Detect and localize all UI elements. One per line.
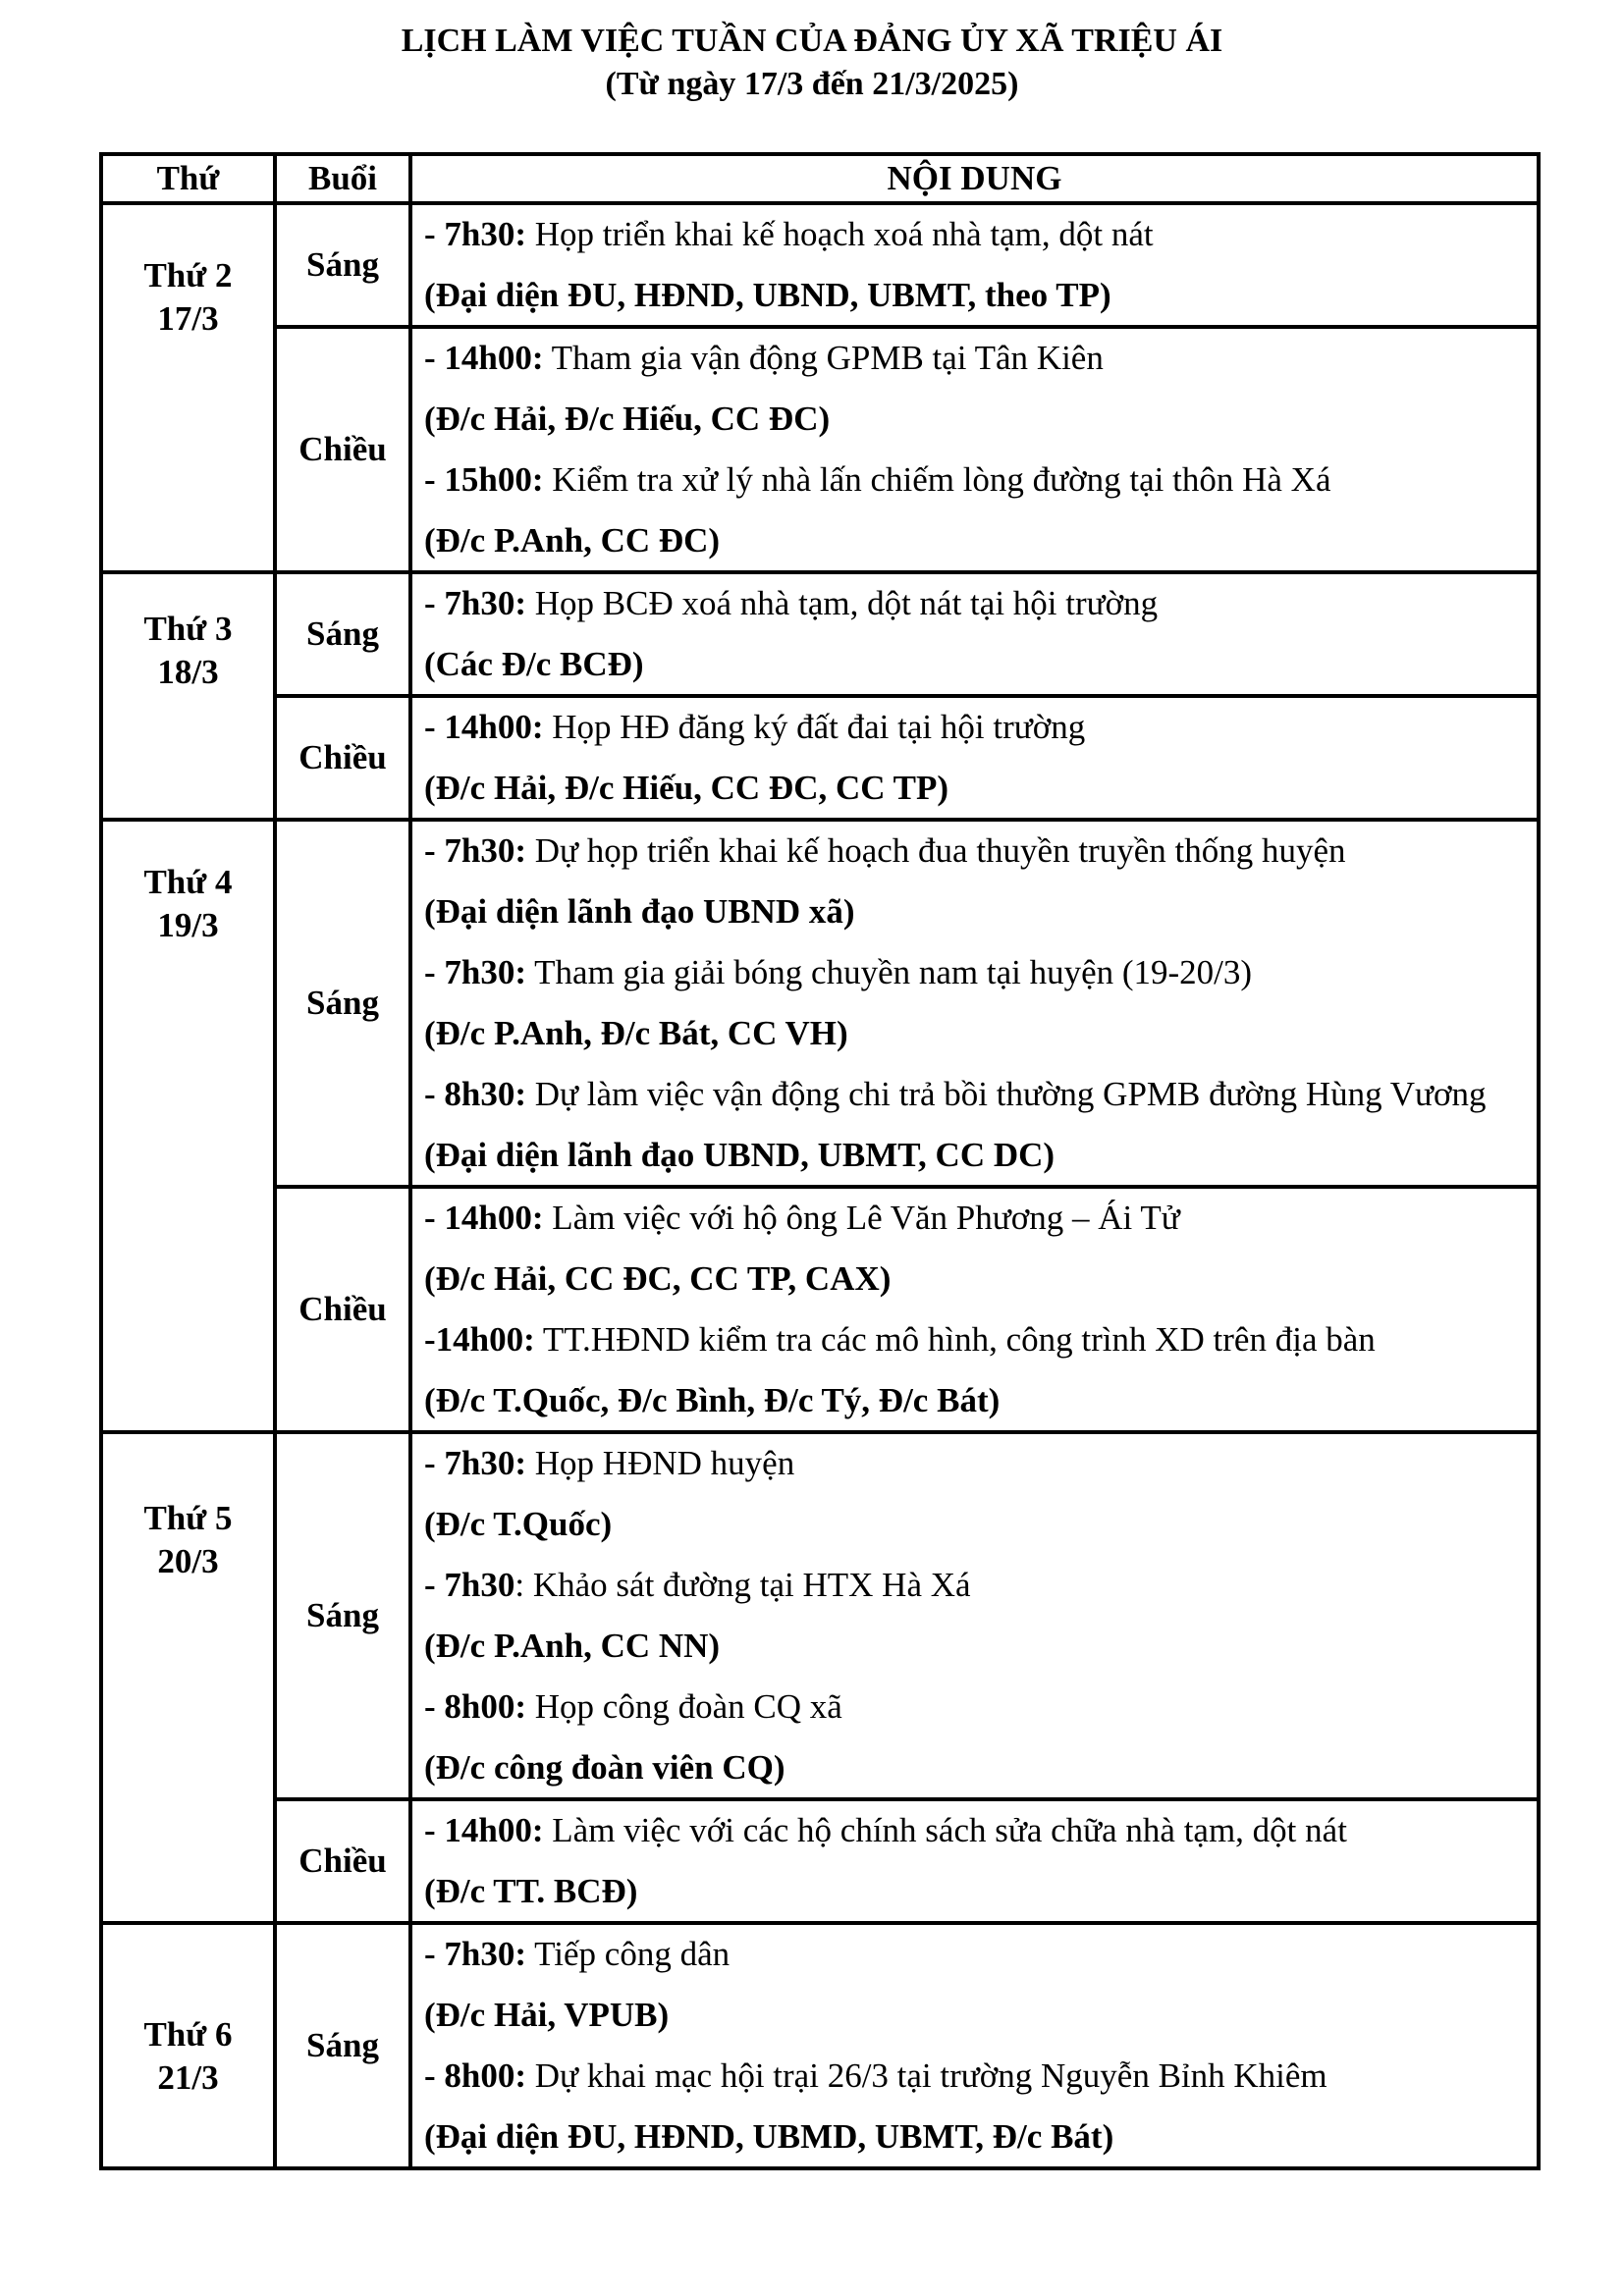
column-header-day: Thứ [101,154,275,203]
schedule-item [424,1685,1527,1789]
item-participants: (Đ/c Hải, VPUB) [424,1996,670,2034]
item-text: Họp HĐND huyện [526,1444,795,1482]
session-content [410,1923,1539,2168]
item-participants: (Đ/c P.Anh, Đ/c Bát, CC VH) [424,1014,848,1052]
column-header-content: NỘI DUNG [410,154,1539,203]
session-label: Sáng [275,1432,410,1799]
item-time: - 15h00: [424,460,544,499]
schedule-table [99,152,1541,2170]
item-time: - 14h00: [424,708,544,746]
day-name: Thứ 6 [143,2015,233,2054]
item-line [424,337,1527,380]
table-row [101,1432,1539,1799]
item-time: - 7h30 [424,1566,515,1604]
day-date: 19/3 [157,906,219,944]
schedule-item [424,1073,1527,1177]
item-participants: (Đại diện lãnh đạo UBND xã) [424,892,855,931]
item-line [424,2055,1527,2098]
schedule-item [424,337,1527,441]
table-row [101,203,1539,327]
item-participants: (Đ/c Hải, CC ĐC, CC TP, CAX) [424,1259,892,1298]
item-text: Dự khai mạc hội trại 26/3 tại trường Nguyễn Bỉnh Khiêm [526,2056,1327,2095]
item-participants: (Đ/c công đoàn viên CQ) [424,1748,785,1787]
schedule-item [424,1197,1527,1301]
day-date: 20/3 [157,1542,219,1580]
item-text: Tiếp công dân [526,1935,731,1973]
session-label: Chiều [275,327,410,572]
item-text: Tham gia vận động GPMB tại Tân Kiên [543,339,1104,377]
item-participants: (Đại diện ĐU, HĐND, UBND, UBMT, theo TP) [424,276,1111,314]
item-participants: (Đ/c Hải, Đ/c Hiếu, CC ĐC, CC TP) [424,769,949,807]
day-name: Thứ 3 [143,610,233,648]
item-line [424,706,1527,749]
item-participants: (Đại diện lãnh đạo UBND, UBMT, CC DC) [424,1136,1056,1174]
item-time: - 7h30: [424,584,527,622]
item-time: - 7h30: [424,831,527,870]
item-text: Dự làm việc vận động chi trả bồi thường GPMB đường Hùng Vương [526,1075,1487,1113]
schedule-item [424,1442,1527,1546]
item-line [424,1073,1527,1116]
session-label: Sáng [275,1923,410,2168]
item-time: - 7h30: [424,1444,527,1482]
schedule-item [424,951,1527,1055]
item-time: - 14h00: [424,339,544,377]
item-line [424,1442,1527,1485]
session-content [410,696,1539,820]
item-participants: (Đ/c TT. BCĐ) [424,1872,638,1910]
item-line [424,1933,1527,1976]
session-content [410,1799,1539,1923]
session-content [410,327,1539,572]
item-line [424,458,1527,502]
item-text: Họp công đoàn CQ xã [526,1687,842,1726]
item-text: Dự họp triển khai kế hoạch đua thuyền truyền thống huyện [526,831,1346,870]
day-date: 18/3 [157,653,219,691]
item-text: Họp BCĐ xoá nhà tạm, dột nát tại hội trường [526,584,1159,622]
day-cell [101,1923,275,2168]
item-line [424,213,1527,256]
item-time: - 8h00: [424,2056,527,2095]
item-line [424,1197,1527,1240]
item-text: Làm việc với hộ ông Lê Văn Phương – Ái Tử [543,1199,1180,1237]
schedule-item [424,213,1527,317]
session-content [410,820,1539,1187]
item-time: - 7h30: [424,1935,527,1973]
item-text: Họp triển khai kế hoạch xoá nhà tạm, dột nát [526,215,1154,253]
session-label: Chiều [275,696,410,820]
item-participants: (Đ/c P.Anh, CC NN) [424,1627,721,1665]
item-participants: (Đ/c T.Quốc, Đ/c Bình, Đ/c Tý, Đ/c Bát) [424,1381,1001,1419]
table-row [101,1923,1539,2168]
item-time: - 7h30: [424,215,527,253]
item-participants: (Đại diện ĐU, HĐND, UBMD, UBMT, Đ/c Bát) [424,2117,1114,2156]
session-label: Sáng [275,820,410,1187]
item-time: -14h00: [424,1320,535,1359]
day-name: Thứ 4 [143,863,233,901]
item-participants: (Đ/c Hải, Đ/c Hiếu, CC ĐC) [424,400,831,438]
session-label: Sáng [275,203,410,327]
schedule-item [424,1933,1527,2037]
item-text: Tham gia giải bóng chuyền nam tại huyện (19-20/3) [526,953,1253,991]
page-subtitle: (Từ ngày 17/3 đến 21/3/2025) [605,66,1019,102]
day-cell [101,203,275,572]
day-name: Thứ 5 [143,1499,233,1537]
table-header-row [101,154,1539,203]
table-row [101,1799,1539,1923]
session-label: Chiều [275,1187,410,1432]
page-title: LỊCH LÀM VIỆC TUẦN CỦA ĐẢNG ỦY XÃ TRIỆU ÁI [401,23,1223,59]
item-line [424,1685,1527,1729]
schedule-item [424,458,1527,562]
item-text: : Khảo sát đường tại HTX Hà Xá [514,1566,971,1604]
item-line [424,582,1527,625]
item-line [424,1318,1527,1362]
table-row [101,327,1539,572]
day-date: 17/3 [157,299,219,338]
schedule-item [424,706,1527,810]
item-text: Làm việc với các hộ chính sách sửa chữa nhà tạm, dột nát [543,1811,1347,1849]
item-text: Họp HĐ đăng ký đất đai tại hội trường [543,708,1086,746]
session-content [410,1187,1539,1432]
table-row [101,820,1539,1187]
session-label: Chiều [275,1799,410,1923]
item-participants: (Đ/c P.Anh, CC ĐC) [424,521,721,560]
table-row [101,572,1539,696]
table-row [101,1187,1539,1432]
item-text: Kiểm tra xử lý nhà lấn chiếm lòng đường tại thôn Hà Xá [543,460,1331,499]
item-time: - 8h00: [424,1687,527,1726]
day-cell [101,1432,275,1923]
schedule-item [424,1318,1527,1422]
schedule-item [424,2055,1527,2159]
schedule-item [424,1564,1527,1668]
item-text: TT.HĐND kiểm tra các mô hình, công trình XD trên địa bàn [534,1320,1376,1359]
session-content [410,1432,1539,1799]
item-line [424,951,1527,994]
column-header-session: Buổi [275,154,410,203]
item-time: - 14h00: [424,1199,544,1237]
schedule-item [424,829,1527,934]
session-label: Sáng [275,572,410,696]
table-row [101,696,1539,820]
session-content [410,572,1539,696]
session-content [410,203,1539,327]
item-line [424,1564,1527,1607]
day-cell [101,820,275,1432]
item-line [424,829,1527,873]
day-name: Thứ 2 [143,256,233,294]
item-participants: (Đ/c T.Quốc) [424,1505,613,1543]
item-time: - 7h30: [424,953,527,991]
item-time: - 8h30: [424,1075,527,1113]
schedule-body [101,203,1539,2168]
day-cell [101,572,275,820]
item-line [424,1809,1527,1852]
day-date: 21/3 [157,2058,219,2097]
schedule-item [424,582,1527,686]
item-time: - 14h00: [424,1811,544,1849]
schedule-item [424,1809,1527,1913]
item-participants: (Các Đ/c BCĐ) [424,645,644,683]
